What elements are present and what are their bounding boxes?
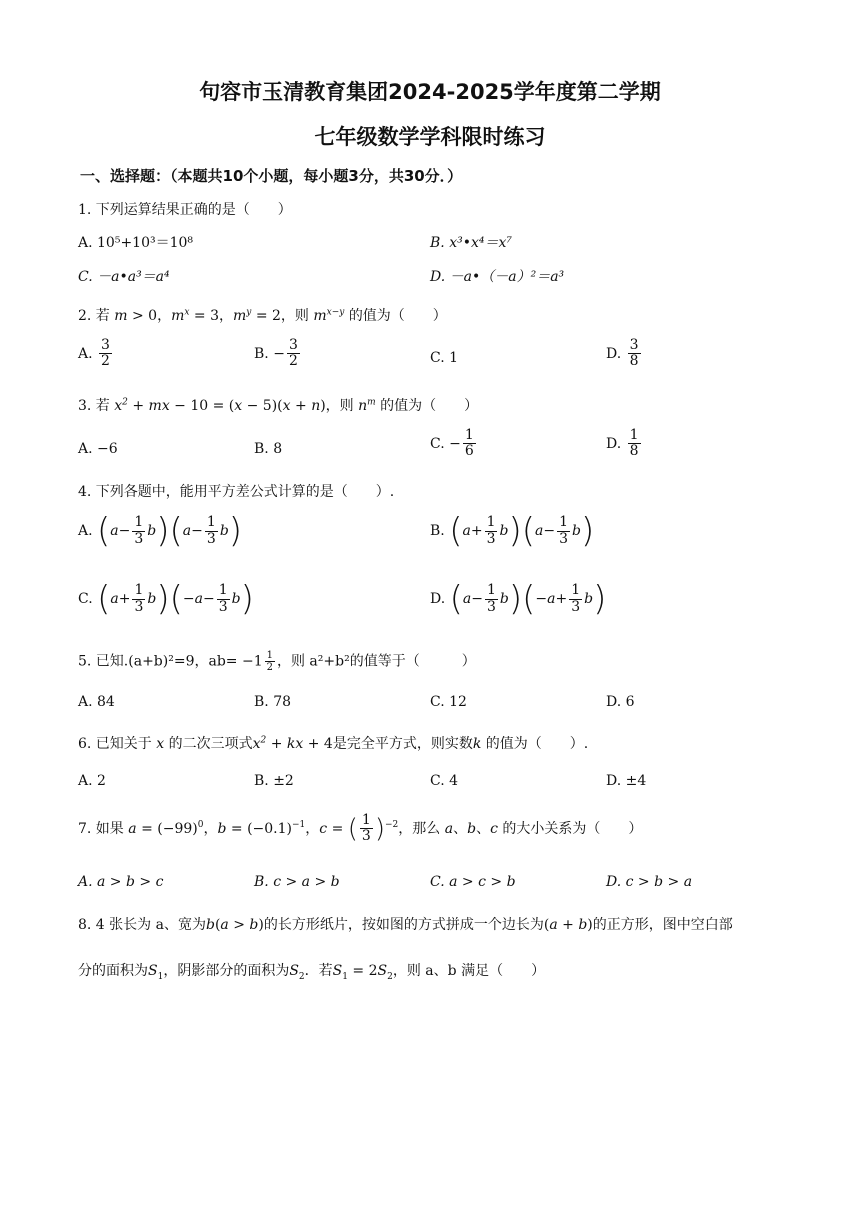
question-3-option-b: B. 8 xyxy=(254,441,283,457)
question-6-option-b: B. ±2 xyxy=(254,773,294,789)
question-1-option-c: C. －a•a³＝a⁴ xyxy=(78,269,170,285)
question-2-option-d: D. $\frac{3}{8}$ xyxy=(606,337,639,370)
question-3-option-c: C. − $\frac{1}{6}$ xyxy=(430,427,474,460)
question-8-line2: 分的面积为$S_1$，阴影部分的面积为$S_2$．若$S_1 = 2S_2$，则 a、b 满足（ ） xyxy=(78,963,546,982)
question-2-prefix: 2. 若 xyxy=(78,308,110,324)
question-6-option-c: C. 4 xyxy=(430,773,459,789)
question-6-option-d: D. ±4 xyxy=(606,773,647,789)
question-5-option-a: A. 84 xyxy=(78,694,115,710)
question-2-option-c: C. 1 xyxy=(430,350,459,366)
question-2-option-a: A. $\frac{3}{2}$ xyxy=(78,337,110,370)
question-5-stem: 5. 已知.(a+b)²=9，ab= −1 $\frac{1}{2}$ ，则 a²+b²的值等于（ ） xyxy=(78,650,476,673)
question-7-option-b: B. c > a > b xyxy=(254,874,340,890)
question-8-line1: 8. 4 张长为 a、宽为b(a > b)的长方形纸片，按如图的方式拼成一个边长为(a + b)的正方形，图中空白部 xyxy=(78,917,733,933)
section-heading: 一、选择题：（本题共10个小题，每小题3分，共30分．） xyxy=(80,167,463,185)
question-1-option-d: D. －a•（－a）²＝a³ xyxy=(430,269,565,285)
question-7-option-d: D. c > b > a xyxy=(606,874,693,890)
question-2-suffix: 的值为（ ） xyxy=(348,308,447,324)
question-1-stem: 1. 下列运算结果正确的是（ ） xyxy=(78,202,292,218)
question-4-option-a: A. (a− $\frac{1}{3}$ b)(a− $\frac{1}{3}$ b) xyxy=(78,511,243,551)
question-3-option-a: A. −6 xyxy=(78,441,118,457)
question-4-option-c: C. (a+ $\frac{1}{3}$ b)(−a− $\frac{1}{3}$ b) xyxy=(78,579,254,619)
exam-title-line1: 句容市玉清教育集团2024-2025学年度第二学期 xyxy=(199,80,661,104)
question-4-option-b: B. (a+ $\frac{1}{3}$ b)(a− $\frac{1}{3}$ b) xyxy=(430,511,595,551)
question-4-stem: 4. 下列各题中，能用平方差公式计算的是（ ）. xyxy=(78,484,395,500)
question-4-option-d: D. (a− $\frac{1}{3}$ b)(−a+ $\frac{1}{3}$ b) xyxy=(430,579,607,619)
exam-title-line2: 七年级数学学科限时练习 xyxy=(314,125,546,149)
question-5-option-d: D. 6 xyxy=(606,694,635,710)
question-5-option-c: C. 12 xyxy=(430,694,467,710)
question-7-option-c: C. a > c > b xyxy=(430,874,516,890)
question-3-stem: 3. 若 $x^2$ + mx − 10 = (x − 5)(x + n)，则 $n^m$ 的值为（ ） xyxy=(78,397,479,414)
question-3-option-d: D. $\frac{1}{8}$ xyxy=(606,427,639,460)
question-6-stem: 6. 已知关于 x 的二次三项式$x^2$ + kx + 4是完全平方式，则实数k 的值为（ ）. xyxy=(78,735,589,752)
question-6-option-a: A. 2 xyxy=(78,773,106,789)
question-1-option-a: A. 10⁵+10³＝10⁸ xyxy=(78,235,194,251)
question-2-option-b: B. − $\frac{3}{2}$ xyxy=(254,337,298,370)
question-2-stem: 2. 若 m > 0，$m^x = 3$，$m^y = 2$，则 $m^{x-y}$ 的值为（ ） xyxy=(78,307,447,324)
question-7-option-a: A. a > b > c xyxy=(78,874,164,890)
question-7-stem: 7. 如果 $a = (-99)^0$，$b = (-0.1)^{-1}$，c = ( $\frac{1}{3}$ )$^{-2}$，那么 a、b、c 的大小关系为（ ） xyxy=(78,812,643,845)
question-5-option-b: B. 78 xyxy=(254,694,292,710)
question-1-option-b: B. x³•x⁴＝x⁷ xyxy=(430,235,512,251)
